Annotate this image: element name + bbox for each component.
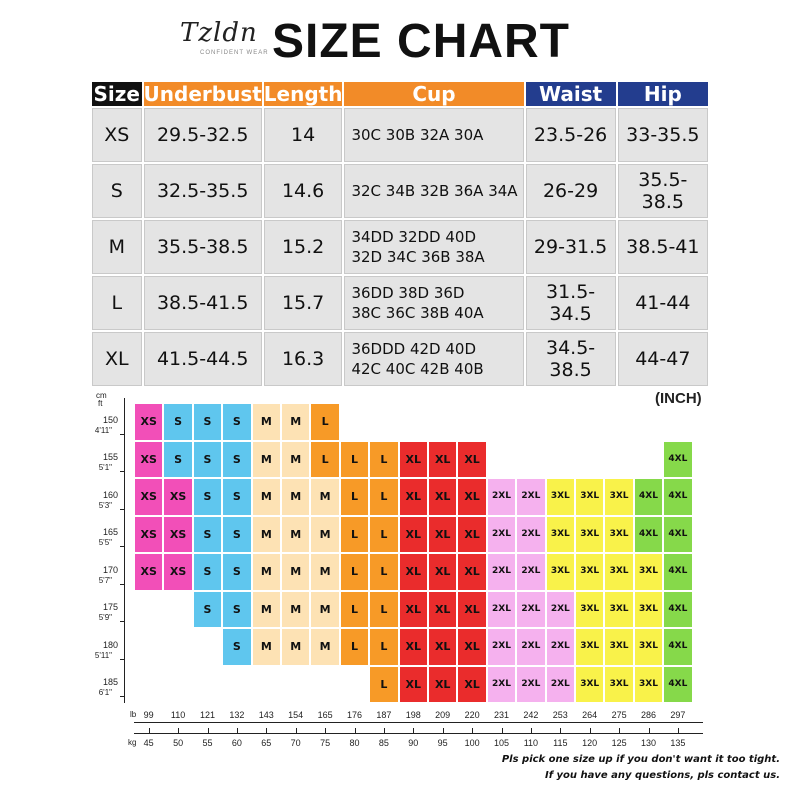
size-cell-m: M (281, 553, 310, 591)
x-tick-kg: 110 (523, 738, 539, 748)
brand-logo: Tzldn (180, 18, 258, 48)
size-cell-2xl: 2XL (487, 516, 516, 554)
x-tick-kg: 105 (493, 738, 510, 748)
x-tick-kg: 90 (408, 738, 419, 748)
size-cell-xl: XL (399, 553, 428, 591)
x-tick-kg: 130 (640, 738, 657, 748)
page-title: SIZE CHART (272, 15, 570, 68)
y-axis (124, 398, 125, 703)
cell-size: XS (92, 108, 142, 162)
size-cell-4xl: 4XL (663, 553, 692, 591)
x-tick-kg: 80 (349, 738, 360, 748)
x-tick-mark (266, 728, 267, 733)
y-tick-ft: 5'7" (98, 575, 112, 585)
size-cell-l: L (369, 628, 398, 666)
header-length: Length (263, 82, 343, 106)
size-cell-3xl: 3XL (604, 591, 633, 629)
size-cell-4xl: 4XL (663, 628, 692, 666)
x-tick-lb: 209 (435, 710, 451, 720)
size-cell-m: M (310, 478, 339, 516)
size-cell-4xl: 4XL (634, 478, 663, 516)
size-cell-3xl: 3XL (634, 591, 663, 629)
size-cell-2xl: 2XL (516, 628, 545, 666)
size-cell-s: S (193, 478, 222, 516)
size-cell-l: L (369, 666, 398, 704)
size-cell-4xl: 4XL (663, 591, 692, 629)
x-tick-lb: 198 (405, 710, 421, 720)
cell-underbust: 41.5-44.5 (144, 332, 262, 386)
note-size-up: Pls pick one size up if you don't want it too tight. (501, 754, 780, 765)
x-tick-mark (531, 728, 532, 733)
size-cell-2xl: 2XL (546, 666, 575, 704)
size-cell-m: M (281, 591, 310, 629)
y-unit-ft: ft (98, 399, 103, 408)
size-cell-m: M (281, 441, 310, 479)
x-tick-kg: 115 (553, 738, 568, 748)
size-cell-2xl: 2XL (516, 478, 545, 516)
size-cell-xl: XL (457, 666, 486, 704)
size-cell-2xl: 2XL (487, 591, 516, 629)
size-cell-l: L (340, 441, 369, 479)
size-cell-xl: XL (399, 441, 428, 479)
cell-size: L (92, 276, 142, 330)
size-cell-xl: XL (399, 478, 428, 516)
size-cell-3xl: 3XL (575, 591, 604, 629)
cell-size: S (92, 164, 142, 218)
size-cell-m: M (310, 553, 339, 591)
x-tick-mark (325, 728, 326, 733)
size-cell-2xl: 2XL (516, 591, 545, 629)
size-cell-3xl: 3XL (546, 516, 575, 554)
size-cell-l: L (369, 478, 398, 516)
y-tick-ft: 5'3" (98, 500, 112, 510)
size-cell-s: S (222, 591, 251, 629)
y-tick-cm: 165 (102, 527, 118, 537)
x-tick-lb: 99 (143, 710, 154, 720)
size-cell-l: L (369, 516, 398, 554)
size-cell-xl: XL (457, 591, 486, 629)
cell-length: 15.7 (264, 276, 343, 330)
cell-waist: 23.5-26 (526, 108, 616, 162)
x-tick-kg: 85 (378, 738, 389, 748)
cell-waist: 31.5-34.5 (526, 276, 616, 330)
size-cell-s: S (193, 441, 222, 479)
size-cell-l: L (310, 403, 339, 441)
y-tick-cm: 155 (102, 452, 118, 462)
cell-hip: 44-47 (618, 332, 708, 386)
size-cell-3xl: 3XL (634, 628, 663, 666)
x-tick-kg: 135 (670, 738, 686, 748)
x-tick-kg: 60 (231, 738, 242, 748)
x-tick-kg: 45 (143, 738, 154, 748)
size-cell-l: L (310, 441, 339, 479)
size-cell-3xl: 3XL (634, 553, 663, 591)
size-cell-s: S (222, 403, 251, 441)
size-cell-2xl: 2XL (487, 478, 516, 516)
size-cell-s: S (222, 628, 251, 666)
x-tick-kg: 100 (464, 738, 480, 748)
cell-cup: 30C 30B 32A 30A (344, 108, 523, 162)
x-tick-lb: 297 (670, 710, 686, 720)
x-tick-mark (384, 728, 385, 733)
x-tick-lb: 154 (288, 710, 304, 720)
size-cell-3xl: 3XL (634, 666, 663, 704)
size-cell-3xl: 3XL (604, 553, 633, 591)
cell-underbust: 29.5-32.5 (144, 108, 262, 162)
x-tick-mark (560, 728, 561, 733)
size-cell-l: L (340, 516, 369, 554)
size-cell-3xl: 3XL (604, 666, 633, 704)
size-cell-2xl: 2XL (516, 553, 545, 591)
x-tick-mark (149, 728, 150, 733)
x-tick-kg: 55 (202, 738, 213, 748)
size-cell-xl: XL (428, 591, 457, 629)
size-cell-4xl: 4XL (663, 666, 692, 704)
y-unit-cm: cm (96, 391, 107, 400)
header-cup: Cup (344, 82, 523, 106)
size-cell-xs: XS (163, 516, 192, 554)
y-tick-cm: 175 (102, 602, 118, 612)
x-axis-kg (134, 733, 703, 734)
size-cell-xl: XL (428, 441, 457, 479)
cell-hip: 35.5-38.5 (618, 164, 708, 218)
cell-length: 15.2 (264, 220, 343, 274)
y-tick-mark (120, 696, 125, 697)
x-tick-lb: 275 (611, 710, 627, 720)
x-axis-lb (134, 722, 703, 723)
y-tick-mark (120, 659, 125, 660)
x-tick-kg: 75 (320, 738, 331, 748)
cell-waist: 34.5-38.5 (526, 332, 616, 386)
size-cell-3xl: 3XL (546, 478, 575, 516)
size-cell-xs: XS (134, 516, 163, 554)
y-tick-ft: 5'5" (98, 538, 112, 547)
size-cell-s: S (222, 553, 251, 591)
x-tick-lb: 242 (523, 710, 539, 720)
cell-cup: 32C 34B 32B 36A 34A (344, 164, 523, 218)
size-cell-m: M (310, 591, 339, 629)
size-cell-l: L (340, 628, 369, 666)
size-cell-4xl: 4XL (634, 516, 663, 554)
size-cell-m: M (252, 441, 281, 479)
size-cell-l: L (369, 591, 398, 629)
size-cell-xl: XL (399, 591, 428, 629)
y-tick-mark (120, 584, 125, 585)
size-cell-s: S (193, 516, 222, 554)
size-cell-xl: XL (457, 478, 486, 516)
size-cell-4xl: 4XL (663, 478, 692, 516)
x-tick-mark (649, 728, 650, 733)
cell-hip: 41-44 (618, 276, 708, 330)
x-tick-mark (355, 728, 356, 733)
size-cell-xl: XL (399, 628, 428, 666)
y-tick-cm: 150 (102, 414, 118, 425)
unit-label: (INCH) (655, 390, 702, 407)
size-cell-3xl: 3XL (575, 628, 604, 666)
x-tick-mark (678, 728, 679, 733)
size-cell-3xl: 3XL (604, 628, 633, 666)
x-tick-mark (413, 728, 414, 733)
cell-waist: 29-31.5 (526, 220, 616, 274)
y-tick-cm: 185 (102, 677, 118, 687)
size-cell-4xl: 4XL (663, 516, 692, 554)
y-tick-ft: 5'11" (94, 650, 112, 660)
x-tick-lb: 231 (493, 710, 510, 720)
x-unit-lb: lb (130, 710, 137, 719)
size-cell-3xl: 3XL (575, 478, 604, 516)
size-cell-2xl: 2XL (516, 516, 545, 554)
y-tick-mark (120, 434, 125, 435)
size-cell-m: M (252, 628, 281, 666)
x-tick-lb: 264 (582, 710, 598, 720)
x-tick-lb: 121 (199, 710, 216, 720)
header-hip: Hip (618, 82, 708, 106)
size-cell-xs: XS (134, 553, 163, 591)
cell-cup: 36DDD 42D 40D 42C 40C 42B 40B (344, 332, 523, 386)
y-tick-ft: 6'1" (98, 688, 112, 697)
size-cell-m: M (252, 553, 281, 591)
size-cell-s: S (193, 553, 222, 591)
size-cell-m: M (252, 403, 281, 441)
size-cell-l: L (369, 441, 398, 479)
size-cell-xs: XS (163, 478, 192, 516)
size-cell-2xl: 2XL (546, 628, 575, 666)
size-cell-3xl: 3XL (604, 478, 633, 516)
y-tick-mark (120, 509, 125, 510)
size-cell-xl: XL (428, 478, 457, 516)
size-cell-xl: XL (428, 516, 457, 554)
size-cell-l: L (340, 591, 369, 629)
size-cell-m: M (281, 628, 310, 666)
x-unit-kg: kg (128, 738, 137, 747)
size-cell-3xl: 3XL (575, 666, 604, 704)
size-cell-m: M (281, 403, 310, 441)
size-cell-s: S (193, 591, 222, 629)
size-cell-3xl: 3XL (546, 553, 575, 591)
x-tick-lb: 176 (346, 710, 363, 720)
size-cell-s: S (222, 478, 251, 516)
size-cell-m: M (252, 516, 281, 554)
size-cell-xl: XL (399, 516, 428, 554)
x-tick-lb: 220 (464, 710, 480, 720)
size-cell-4xl: 4XL (663, 441, 692, 479)
cell-size: M (92, 220, 142, 274)
y-tick-cm: 180 (102, 639, 118, 650)
size-cell-m: M (281, 516, 310, 554)
x-tick-mark (178, 728, 179, 733)
y-tick-mark (120, 471, 125, 472)
x-tick-lb: 187 (376, 710, 392, 720)
x-tick-mark (208, 728, 209, 733)
x-tick-lb: 253 (552, 710, 568, 720)
size-cell-s: S (222, 441, 251, 479)
x-tick-mark (443, 728, 444, 733)
x-tick-lb: 286 (640, 710, 657, 720)
x-tick-mark (619, 728, 620, 733)
size-cell-xl: XL (428, 553, 457, 591)
size-cell-3xl: 3XL (575, 516, 604, 554)
size-cell-xl: XL (457, 628, 486, 666)
cell-length: 14.6 (264, 164, 343, 218)
header-size: Size (93, 82, 140, 106)
y-tick-cm: 170 (102, 564, 118, 575)
size-cell-m: M (310, 628, 339, 666)
size-cell-xl: XL (428, 666, 457, 704)
size-cell-s: S (193, 403, 222, 441)
y-tick-mark (120, 546, 125, 547)
x-tick-mark (590, 728, 591, 733)
cell-hip: 38.5-41 (618, 220, 708, 274)
x-tick-lb: 143 (258, 710, 274, 720)
size-cell-3xl: 3XL (604, 516, 633, 554)
size-cell-xl: XL (457, 516, 486, 554)
size-cell-s: S (163, 403, 192, 441)
x-tick-kg: 50 (173, 738, 184, 748)
size-cell-xs: XS (134, 478, 163, 516)
cell-waist: 26-29 (526, 164, 616, 218)
x-tick-kg: 65 (261, 738, 272, 748)
y-tick-ft: 5'9" (98, 613, 112, 622)
size-cell-xs: XS (134, 441, 163, 479)
note-contact: If you have any questions, pls contact us. (544, 770, 780, 781)
x-tick-mark (237, 728, 238, 733)
size-cell-xl: XL (428, 628, 457, 666)
size-cell-m: M (252, 591, 281, 629)
x-tick-kg: 95 (437, 738, 448, 748)
size-cell-xs: XS (134, 403, 163, 441)
x-tick-kg: 70 (290, 738, 301, 748)
cell-underbust: 38.5-41.5 (144, 276, 262, 330)
size-cell-xl: XL (457, 553, 486, 591)
header-underbust: Underbust (143, 82, 262, 106)
x-tick-mark (502, 728, 503, 733)
cell-underbust: 32.5-35.5 (144, 164, 262, 218)
x-tick-lb: 165 (317, 710, 333, 720)
y-tick-mark (120, 621, 125, 622)
x-tick-lb: 132 (229, 710, 245, 720)
size-cell-l: L (340, 553, 369, 591)
size-cell-2xl: 2XL (516, 666, 545, 704)
brand-subtitle: CONFIDENT WEAR (200, 50, 269, 56)
y-tick-ft: 4'11" (94, 425, 112, 435)
size-cell-m: M (310, 516, 339, 554)
cell-hip: 33-35.5 (618, 108, 708, 162)
size-cell-xl: XL (399, 666, 428, 704)
size-cell-xs: XS (163, 553, 192, 591)
cell-length: 16.3 (264, 332, 343, 386)
x-tick-mark (296, 728, 297, 733)
size-cell-2xl: 2XL (487, 628, 516, 666)
size-cell-s: S (222, 516, 251, 554)
size-cell-2xl: 2XL (546, 591, 575, 629)
x-tick-kg: 125 (611, 738, 627, 748)
size-cell-3xl: 3XL (575, 553, 604, 591)
size-cell-m: M (252, 478, 281, 516)
cell-underbust: 35.5-38.5 (144, 220, 262, 274)
cell-cup: 36DD 38D 36D 38C 36C 38B 40A (344, 276, 523, 330)
x-tick-kg: 120 (582, 738, 598, 748)
size-cell-2xl: 2XL (487, 666, 516, 704)
size-cell-m: M (281, 478, 310, 516)
cell-length: 14 (264, 108, 343, 162)
x-tick-lb: 110 (170, 710, 186, 720)
cell-cup: 34DD 32DD 40D 32D 34C 36B 38A (344, 220, 523, 274)
y-tick-cm: 160 (102, 489, 118, 500)
header-waist: Waist (526, 82, 616, 106)
size-cell-s: S (163, 441, 192, 479)
size-cell-l: L (369, 553, 398, 591)
x-tick-mark (472, 728, 473, 733)
y-tick-ft: 5'1" (98, 463, 112, 472)
size-cell-xl: XL (457, 441, 486, 479)
size-cell-l: L (340, 478, 369, 516)
size-cell-2xl: 2XL (487, 553, 516, 591)
cell-size: XL (92, 332, 142, 386)
